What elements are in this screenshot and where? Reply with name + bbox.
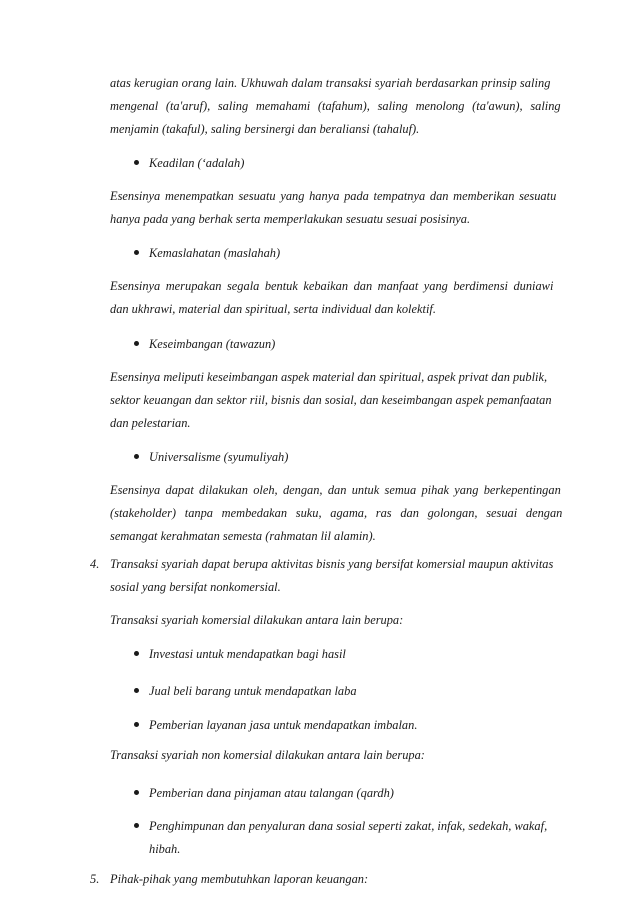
list-item-title: Kemaslahatan (maslahah) — [149, 246, 281, 260]
paragraph-line: Pihak-pihak yang membutuhkan laporan keuangan: — [110, 872, 369, 886]
paragraph-line: Transaksi syariah dapat berupa aktivitas bisnis yang bersifat komersial maupun aktivitas — [110, 557, 554, 571]
list-item: Pemberian dana pinjaman atau talangan (qardh) — [149, 786, 394, 800]
list-item: Jual beli barang untuk mendapatkan laba — [149, 684, 357, 698]
paragraph-line: Esensinya menempatkan sesuatu yang hanya pada tempatnya dan memberikan sesuatu — [110, 189, 557, 203]
bullet-icon — [134, 790, 139, 795]
paragraph-line: semangat kerahmatan semesta (rahmatan lil alamin). — [110, 529, 376, 543]
bullet-icon — [134, 250, 139, 255]
list-item-title: Universalisme (syumuliyah) — [149, 450, 289, 464]
paragraph-line: atas kerugian orang lain. Ukhuwah dalam transaksi syariah berdasarkan prinsip saling — [110, 76, 551, 90]
list-item: hibah. — [149, 842, 181, 856]
paragraph-line: Esensinya dapat dilakukan oleh, dengan, dan untuk semua pihak yang berkepentingan — [110, 483, 561, 497]
list-item: Pemberian layanan jasa untuk mendapatkan imbalan. — [149, 718, 418, 732]
paragraph-line: dan pelestarian. — [110, 416, 191, 430]
paragraph-line: (stakeholder) tanpa membedakan suku, agama, ras dan golongan, sesuai dengan — [110, 506, 563, 520]
bullet-icon — [134, 341, 139, 346]
paragraph-line: hanya pada yang berhak serta memperlakukan sesuatu sesuai posisinya. — [110, 212, 471, 226]
bullet-icon — [134, 160, 139, 165]
paragraph-line: Esensinya merupakan segala bentuk kebaikan dan manfaat yang berdimensi duniawi — [110, 279, 554, 293]
list-number: 4. — [90, 557, 100, 571]
bullet-icon — [134, 823, 139, 828]
paragraph-line: Transaksi syariah komersial dilakukan antara lain berupa: — [110, 613, 404, 627]
paragraph-line: menjamin (takaful), saling bersinergi dan beraliansi (tahaluf). — [110, 122, 420, 136]
paragraph-line: Transaksi syariah non komersial dilakukan antara lain berupa: — [110, 748, 425, 762]
paragraph-line: sektor keuangan dan sektor riil, bisnis dan sosial, dan keseimbangan aspek pemanfaatan — [110, 393, 552, 407]
paragraph-line: sosial yang bersifat nonkomersial. — [110, 580, 281, 594]
bullet-icon — [134, 722, 139, 727]
list-item: Investasi untuk mendapatkan bagi hasil — [149, 647, 346, 661]
list-item-title: Keseimbangan (tawazun) — [149, 337, 276, 351]
bullet-icon — [134, 688, 139, 693]
paragraph-line: dan ukhrawi, material dan spiritual, serta individual dan kolektif. — [110, 302, 436, 316]
bullet-icon — [134, 454, 139, 459]
paragraph-line: mengenal (ta'aruf), saling memahami (tafahum), saling menolong (ta'awun), saling — [110, 99, 561, 113]
list-item-title: Keadilan (‘adalah) — [149, 156, 245, 170]
list-number: 5. — [90, 872, 100, 886]
paragraph-line: Esensinya meliputi keseimbangan aspek material dan spiritual, aspek privat dan publik, — [110, 370, 548, 384]
list-item: Penghimpunan dan penyaluran dana sosial seperti zakat, infak, sedekah, wakaf, — [149, 819, 548, 833]
bullet-icon — [134, 651, 139, 656]
